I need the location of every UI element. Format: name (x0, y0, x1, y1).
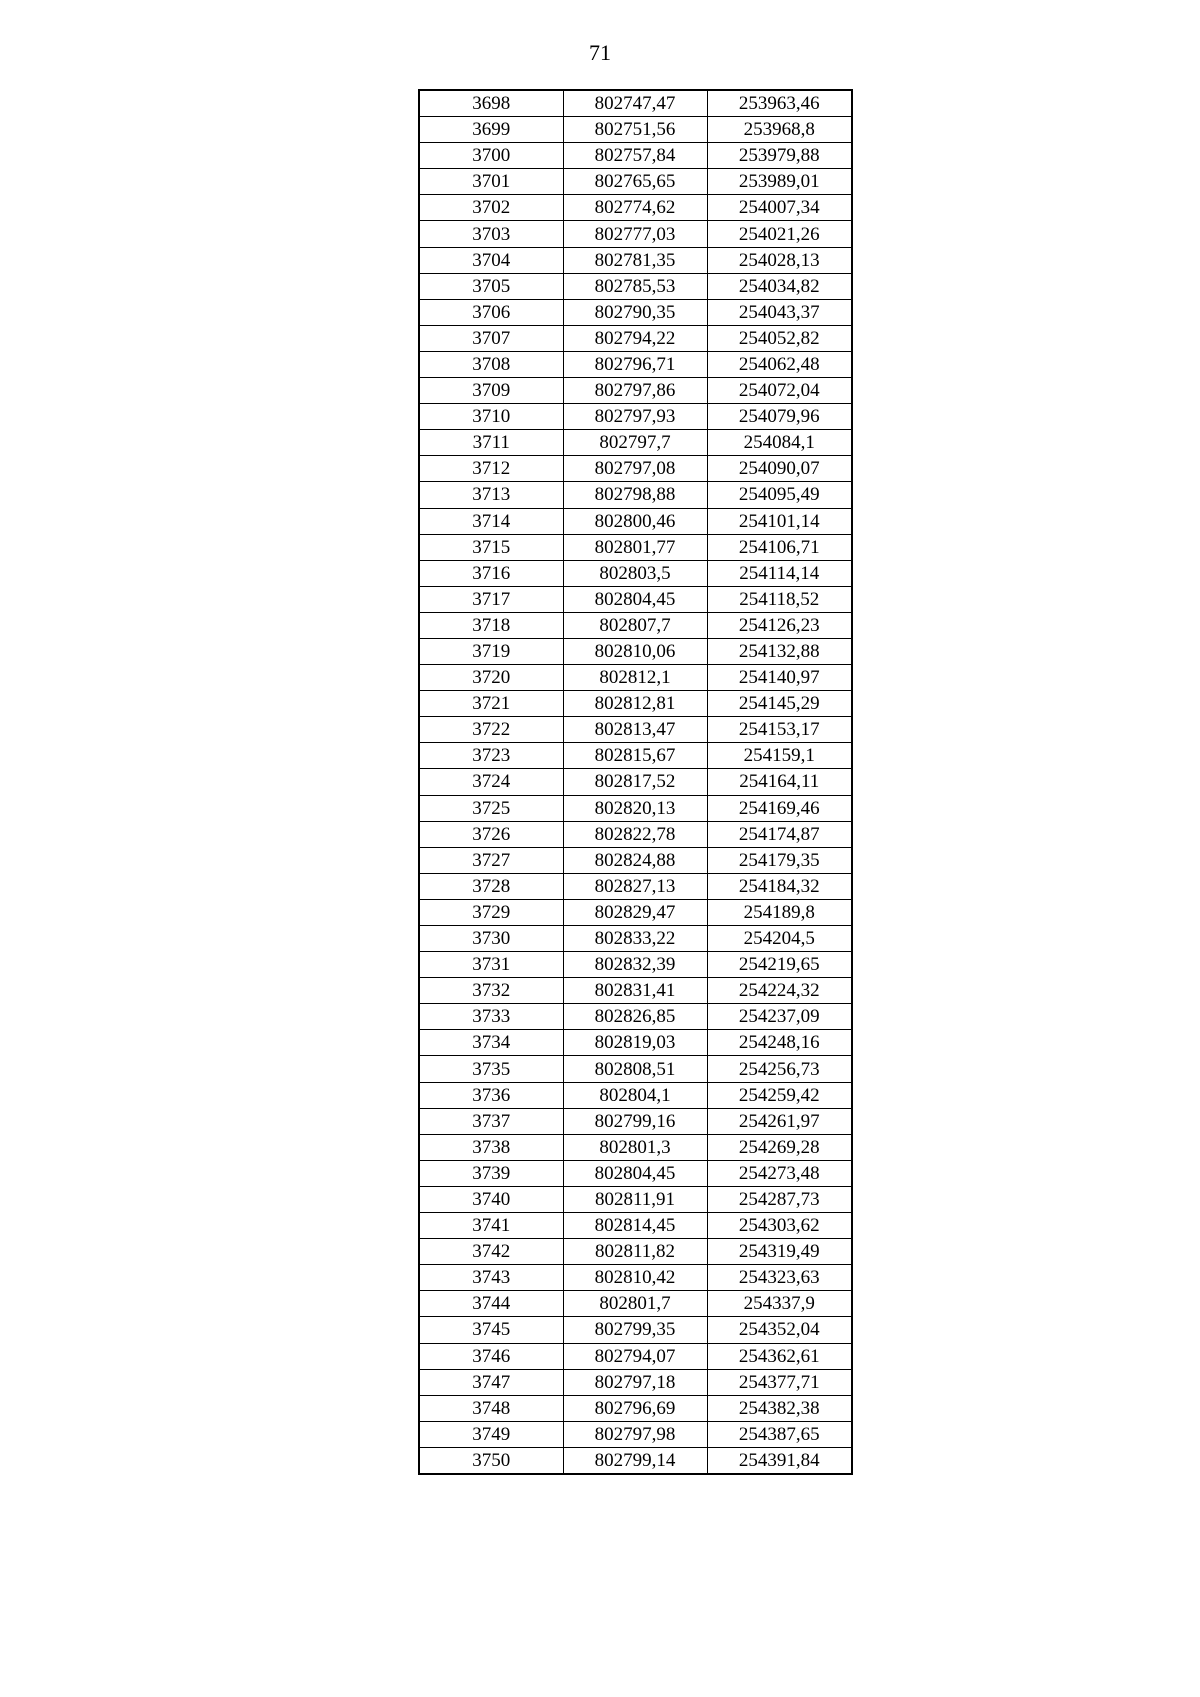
x-coordinate-cell: 802797,08 (563, 456, 707, 482)
x-coordinate-cell: 802777,03 (563, 221, 707, 247)
y-coordinate-cell: 254179,35 (707, 847, 852, 873)
point-number-cell: 3749 (419, 1421, 563, 1447)
x-coordinate-cell: 802820,13 (563, 795, 707, 821)
x-coordinate-cell: 802807,7 (563, 612, 707, 638)
x-coordinate-cell: 802798,88 (563, 482, 707, 508)
y-coordinate-cell: 254095,49 (707, 482, 852, 508)
y-coordinate-cell: 254118,52 (707, 586, 852, 612)
coordinates-table-body (419, 90, 852, 1474)
point-number-cell: 3700 (419, 143, 563, 169)
y-coordinate-cell: 253979,88 (707, 143, 852, 169)
point-number-cell: 3712 (419, 456, 563, 482)
y-coordinate-cell: 254269,28 (707, 1134, 852, 1160)
table-row (419, 482, 852, 508)
table-row (419, 1030, 852, 1056)
x-coordinate-cell: 802804,45 (563, 586, 707, 612)
y-coordinate-cell: 254021,26 (707, 221, 852, 247)
y-coordinate-cell: 254072,04 (707, 378, 852, 404)
x-coordinate-cell: 802757,84 (563, 143, 707, 169)
table-row (419, 221, 852, 247)
point-number-cell: 3722 (419, 717, 563, 743)
x-coordinate-cell: 802815,67 (563, 743, 707, 769)
point-number-cell: 3744 (419, 1291, 563, 1317)
y-coordinate-cell: 254126,23 (707, 612, 852, 638)
y-coordinate-cell: 254145,29 (707, 691, 852, 717)
x-coordinate-cell: 802826,85 (563, 1004, 707, 1030)
point-number-cell: 3727 (419, 847, 563, 873)
point-number-cell: 3714 (419, 508, 563, 534)
x-coordinate-cell: 802810,06 (563, 638, 707, 664)
table-row (419, 978, 852, 1004)
y-coordinate-cell: 254169,46 (707, 795, 852, 821)
y-coordinate-cell: 253989,01 (707, 169, 852, 195)
point-number-cell: 3721 (419, 691, 563, 717)
y-coordinate-cell: 254352,04 (707, 1317, 852, 1343)
y-coordinate-cell: 254382,38 (707, 1395, 852, 1421)
y-coordinate-cell: 254337,9 (707, 1291, 852, 1317)
table-row (419, 873, 852, 899)
point-number-cell: 3709 (419, 378, 563, 404)
x-coordinate-cell: 802819,03 (563, 1030, 707, 1056)
x-coordinate-cell: 802796,69 (563, 1395, 707, 1421)
y-coordinate-cell: 254106,71 (707, 534, 852, 560)
y-coordinate-cell: 253963,46 (707, 90, 852, 117)
coordinates-table (418, 89, 853, 1475)
y-coordinate-cell: 254153,17 (707, 717, 852, 743)
x-coordinate-cell: 802822,78 (563, 821, 707, 847)
y-coordinate-cell: 254204,5 (707, 926, 852, 952)
y-coordinate-cell: 254140,97 (707, 665, 852, 691)
table-row (419, 247, 852, 273)
y-coordinate-cell: 254377,71 (707, 1369, 852, 1395)
y-coordinate-cell: 254043,37 (707, 299, 852, 325)
table-row (419, 1369, 852, 1395)
y-coordinate-cell: 254248,16 (707, 1030, 852, 1056)
x-coordinate-cell: 802811,82 (563, 1239, 707, 1265)
table-row (419, 1421, 852, 1447)
y-coordinate-cell: 254101,14 (707, 508, 852, 534)
point-number-cell: 3720 (419, 665, 563, 691)
y-coordinate-cell: 254219,65 (707, 952, 852, 978)
point-number-cell: 3702 (419, 195, 563, 221)
table-row (419, 560, 852, 586)
point-number-cell: 3705 (419, 273, 563, 299)
table-row (419, 1004, 852, 1030)
point-number-cell: 3699 (419, 117, 563, 143)
point-number-cell: 3704 (419, 247, 563, 273)
point-number-cell: 3730 (419, 926, 563, 952)
point-number-cell: 3716 (419, 560, 563, 586)
y-coordinate-cell: 254287,73 (707, 1186, 852, 1212)
x-coordinate-cell: 802811,91 (563, 1186, 707, 1212)
y-coordinate-cell: 254319,49 (707, 1239, 852, 1265)
y-coordinate-cell: 254224,32 (707, 978, 852, 1004)
table-row (419, 743, 852, 769)
y-coordinate-cell: 254387,65 (707, 1421, 852, 1447)
point-number-cell: 3708 (419, 351, 563, 377)
x-coordinate-cell: 802751,56 (563, 117, 707, 143)
table-row (419, 1343, 852, 1369)
x-coordinate-cell: 802817,52 (563, 769, 707, 795)
point-number-cell: 3732 (419, 978, 563, 1004)
y-coordinate-cell: 254237,09 (707, 1004, 852, 1030)
x-coordinate-cell: 802765,65 (563, 169, 707, 195)
x-coordinate-cell: 802790,35 (563, 299, 707, 325)
y-coordinate-cell: 254174,87 (707, 821, 852, 847)
y-coordinate-cell: 254028,13 (707, 247, 852, 273)
table-row (419, 1056, 852, 1082)
table-row (419, 665, 852, 691)
x-coordinate-cell: 802803,5 (563, 560, 707, 586)
table-row (419, 143, 852, 169)
y-coordinate-cell: 254034,82 (707, 273, 852, 299)
table-row (419, 795, 852, 821)
x-coordinate-cell: 802797,86 (563, 378, 707, 404)
point-number-cell: 3742 (419, 1239, 563, 1265)
table-row (419, 169, 852, 195)
table-row (419, 1291, 852, 1317)
table-row (419, 586, 852, 612)
table-row (419, 1265, 852, 1291)
x-coordinate-cell: 802804,1 (563, 1082, 707, 1108)
point-number-cell: 3703 (419, 221, 563, 247)
x-coordinate-cell: 802829,47 (563, 899, 707, 925)
x-coordinate-cell: 802801,77 (563, 534, 707, 560)
x-coordinate-cell: 802747,47 (563, 90, 707, 117)
table-row (419, 1447, 852, 1474)
point-number-cell: 3713 (419, 482, 563, 508)
table-row (419, 1395, 852, 1421)
point-number-cell: 3725 (419, 795, 563, 821)
point-number-cell: 3740 (419, 1186, 563, 1212)
x-coordinate-cell: 802797,7 (563, 430, 707, 456)
point-number-cell: 3715 (419, 534, 563, 560)
point-number-cell: 3707 (419, 325, 563, 351)
point-number-cell: 3735 (419, 1056, 563, 1082)
y-coordinate-cell: 254189,8 (707, 899, 852, 925)
point-number-cell: 3746 (419, 1343, 563, 1369)
y-coordinate-cell: 254052,82 (707, 325, 852, 351)
table-row (419, 1082, 852, 1108)
point-number-cell: 3750 (419, 1447, 563, 1474)
point-number-cell: 3739 (419, 1160, 563, 1186)
y-coordinate-cell: 254090,07 (707, 456, 852, 482)
table-row (419, 325, 852, 351)
point-number-cell: 3723 (419, 743, 563, 769)
table-row (419, 351, 852, 377)
x-coordinate-cell: 802801,3 (563, 1134, 707, 1160)
x-coordinate-cell: 802796,71 (563, 351, 707, 377)
x-coordinate-cell: 802801,7 (563, 1291, 707, 1317)
table-row (419, 404, 852, 430)
table-row (419, 691, 852, 717)
table-row (419, 926, 852, 952)
point-number-cell: 3729 (419, 899, 563, 925)
table-row (419, 1213, 852, 1239)
y-coordinate-cell: 254259,42 (707, 1082, 852, 1108)
table-row (419, 378, 852, 404)
point-number-cell: 3734 (419, 1030, 563, 1056)
point-number-cell: 3738 (419, 1134, 563, 1160)
page-number: 71 (589, 40, 611, 65)
point-number-cell: 3748 (419, 1395, 563, 1421)
point-number-cell: 3701 (419, 169, 563, 195)
table-row (419, 117, 852, 143)
y-coordinate-cell: 254132,88 (707, 638, 852, 664)
table-row (419, 1160, 852, 1186)
point-number-cell: 3706 (419, 299, 563, 325)
y-coordinate-cell: 254007,34 (707, 195, 852, 221)
x-coordinate-cell: 802797,18 (563, 1369, 707, 1395)
table-row (419, 534, 852, 560)
point-number-cell: 3737 (419, 1108, 563, 1134)
y-coordinate-cell: 254079,96 (707, 404, 852, 430)
x-coordinate-cell: 802827,13 (563, 873, 707, 899)
table-row (419, 90, 852, 117)
table-row (419, 1186, 852, 1212)
table-row (419, 769, 852, 795)
y-coordinate-cell: 254273,48 (707, 1160, 852, 1186)
table-row (419, 456, 852, 482)
table-row (419, 717, 852, 743)
point-number-cell: 3710 (419, 404, 563, 430)
point-number-cell: 3733 (419, 1004, 563, 1030)
table-row (419, 638, 852, 664)
x-coordinate-cell: 802781,35 (563, 247, 707, 273)
x-coordinate-cell: 802814,45 (563, 1213, 707, 1239)
x-coordinate-cell: 802804,45 (563, 1160, 707, 1186)
table-row (419, 612, 852, 638)
point-number-cell: 3741 (419, 1213, 563, 1239)
x-coordinate-cell: 802832,39 (563, 952, 707, 978)
point-number-cell: 3747 (419, 1369, 563, 1395)
point-number-cell: 3718 (419, 612, 563, 638)
y-coordinate-cell: 254256,73 (707, 1056, 852, 1082)
y-coordinate-cell: 254391,84 (707, 1447, 852, 1474)
x-coordinate-cell: 802785,53 (563, 273, 707, 299)
table-row (419, 1108, 852, 1134)
x-coordinate-cell: 802799,35 (563, 1317, 707, 1343)
point-number-cell: 3711 (419, 430, 563, 456)
y-coordinate-cell: 254261,97 (707, 1108, 852, 1134)
point-number-cell: 3726 (419, 821, 563, 847)
point-number-cell: 3745 (419, 1317, 563, 1343)
x-coordinate-cell: 802824,88 (563, 847, 707, 873)
y-coordinate-cell: 254362,61 (707, 1343, 852, 1369)
table-row (419, 899, 852, 925)
x-coordinate-cell: 802810,42 (563, 1265, 707, 1291)
y-coordinate-cell: 254164,11 (707, 769, 852, 795)
x-coordinate-cell: 802812,81 (563, 691, 707, 717)
x-coordinate-cell: 802799,14 (563, 1447, 707, 1474)
x-coordinate-cell: 802831,41 (563, 978, 707, 1004)
x-coordinate-cell: 802799,16 (563, 1108, 707, 1134)
y-coordinate-cell: 254084,1 (707, 430, 852, 456)
table-row (419, 847, 852, 873)
x-coordinate-cell: 802797,98 (563, 1421, 707, 1447)
point-number-cell: 3728 (419, 873, 563, 899)
x-coordinate-cell: 802794,22 (563, 325, 707, 351)
x-coordinate-cell: 802797,93 (563, 404, 707, 430)
point-number-cell: 3731 (419, 952, 563, 978)
x-coordinate-cell: 802833,22 (563, 926, 707, 952)
table-row (419, 1317, 852, 1343)
point-number-cell: 3736 (419, 1082, 563, 1108)
x-coordinate-cell: 802812,1 (563, 665, 707, 691)
y-coordinate-cell: 254159,1 (707, 743, 852, 769)
x-coordinate-cell: 802808,51 (563, 1056, 707, 1082)
y-coordinate-cell: 254062,48 (707, 351, 852, 377)
table-row (419, 952, 852, 978)
y-coordinate-cell: 254323,63 (707, 1265, 852, 1291)
x-coordinate-cell: 802800,46 (563, 508, 707, 534)
point-number-cell: 3698 (419, 90, 563, 117)
point-number-cell: 3719 (419, 638, 563, 664)
point-number-cell: 3743 (419, 1265, 563, 1291)
table-row (419, 1239, 852, 1265)
point-number-cell: 3724 (419, 769, 563, 795)
table-row (419, 195, 852, 221)
table-row (419, 299, 852, 325)
point-number-cell: 3717 (419, 586, 563, 612)
y-coordinate-cell: 253968,8 (707, 117, 852, 143)
x-coordinate-cell: 802774,62 (563, 195, 707, 221)
table-row (419, 273, 852, 299)
y-coordinate-cell: 254184,32 (707, 873, 852, 899)
table-row (419, 1134, 852, 1160)
table-row (419, 430, 852, 456)
table-row (419, 508, 852, 534)
y-coordinate-cell: 254303,62 (707, 1213, 852, 1239)
x-coordinate-cell: 802794,07 (563, 1343, 707, 1369)
y-coordinate-cell: 254114,14 (707, 560, 852, 586)
table-row (419, 821, 852, 847)
x-coordinate-cell: 802813,47 (563, 717, 707, 743)
